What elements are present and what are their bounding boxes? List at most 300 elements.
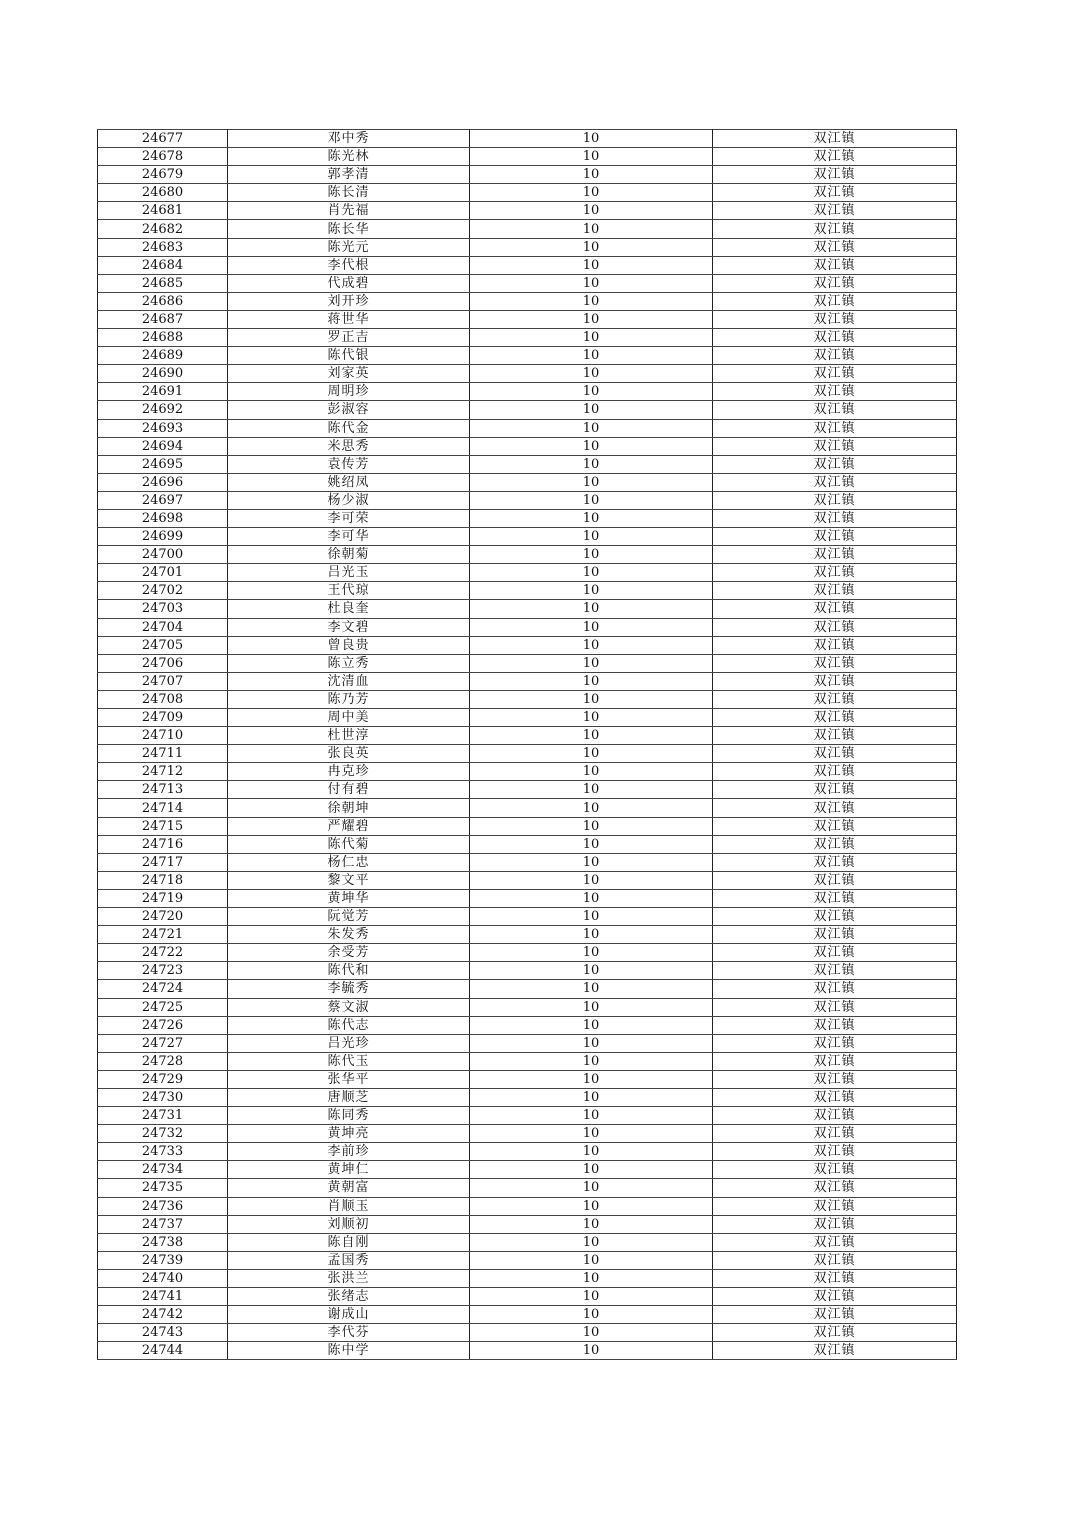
cell-id: 24728 <box>98 1052 228 1070</box>
table-row <box>98 1215 957 1233</box>
cell-id: 24693 <box>98 419 228 437</box>
cell-name: 陈长华 <box>228 220 470 238</box>
cell-amount: 10 <box>470 401 713 419</box>
cell-town: 双江镇 <box>713 528 957 546</box>
cell-town: 双江镇 <box>713 1324 957 1342</box>
cell-name: 刘家英 <box>228 365 470 383</box>
cell-town: 双江镇 <box>713 455 957 473</box>
cell-name: 杜良奎 <box>228 600 470 618</box>
cell-town: 双江镇 <box>713 763 957 781</box>
cell-name: 米思秀 <box>228 437 470 455</box>
cell-id: 24709 <box>98 709 228 727</box>
table-row <box>98 1016 957 1034</box>
table-row <box>98 817 957 835</box>
cell-name: 陈自刚 <box>228 1233 470 1251</box>
table-row <box>98 781 957 799</box>
cell-name: 邓中秀 <box>228 130 470 148</box>
table-row <box>98 853 957 871</box>
table-row <box>98 600 957 618</box>
table-row <box>98 274 957 292</box>
cell-amount: 10 <box>470 202 713 220</box>
cell-id: 24720 <box>98 908 228 926</box>
cell-town: 双江镇 <box>713 184 957 202</box>
table-row <box>98 636 957 654</box>
cell-name: 徐朝菊 <box>228 546 470 564</box>
cell-id: 24715 <box>98 817 228 835</box>
cell-town: 双江镇 <box>713 1107 957 1125</box>
cell-name: 彭淑容 <box>228 401 470 419</box>
table-body <box>98 130 957 1360</box>
cell-town: 双江镇 <box>713 582 957 600</box>
cell-id: 24694 <box>98 437 228 455</box>
cell-id: 24733 <box>98 1143 228 1161</box>
cell-amount: 10 <box>470 1324 713 1342</box>
cell-id: 24724 <box>98 980 228 998</box>
table-row <box>98 1197 957 1215</box>
cell-name: 黄坤华 <box>228 889 470 907</box>
cell-id: 24690 <box>98 365 228 383</box>
cell-amount: 10 <box>470 817 713 835</box>
cell-name: 陈中学 <box>228 1342 470 1360</box>
cell-id: 24703 <box>98 600 228 618</box>
table-row <box>98 709 957 727</box>
cell-name: 陈长清 <box>228 184 470 202</box>
cell-id: 24740 <box>98 1269 228 1287</box>
cell-name: 蔡文淑 <box>228 998 470 1016</box>
cell-amount: 10 <box>470 564 713 582</box>
cell-amount: 10 <box>470 998 713 1016</box>
cell-name: 李文碧 <box>228 618 470 636</box>
cell-amount: 10 <box>470 745 713 763</box>
cell-town: 双江镇 <box>713 781 957 799</box>
cell-town: 双江镇 <box>713 148 957 166</box>
cell-name: 黎文平 <box>228 871 470 889</box>
cell-town: 双江镇 <box>713 636 957 654</box>
table-row <box>98 745 957 763</box>
cell-amount: 10 <box>470 1016 713 1034</box>
cell-name: 周明珍 <box>228 383 470 401</box>
cell-town: 双江镇 <box>713 256 957 274</box>
cell-town: 双江镇 <box>713 166 957 184</box>
cell-amount: 10 <box>470 166 713 184</box>
cell-id: 24725 <box>98 998 228 1016</box>
cell-id: 24689 <box>98 347 228 365</box>
cell-id: 24685 <box>98 274 228 292</box>
cell-town: 双江镇 <box>713 491 957 509</box>
cell-town: 双江镇 <box>713 1251 957 1269</box>
cell-town: 双江镇 <box>713 310 957 328</box>
cell-town: 双江镇 <box>713 1088 957 1106</box>
cell-name: 李代芬 <box>228 1324 470 1342</box>
cell-amount: 10 <box>470 781 713 799</box>
cell-name: 陈代玉 <box>228 1052 470 1070</box>
cell-name: 朱发秀 <box>228 926 470 944</box>
cell-amount: 10 <box>470 944 713 962</box>
cell-id: 24711 <box>98 745 228 763</box>
cell-town: 双江镇 <box>713 926 957 944</box>
cell-name: 李毓秀 <box>228 980 470 998</box>
cell-id: 24687 <box>98 310 228 328</box>
table-row <box>98 528 957 546</box>
cell-town: 双江镇 <box>713 600 957 618</box>
cell-amount: 10 <box>470 274 713 292</box>
cell-amount: 10 <box>470 727 713 745</box>
cell-id: 24699 <box>98 528 228 546</box>
table-row <box>98 1269 957 1287</box>
table-row <box>98 238 957 256</box>
cell-town: 双江镇 <box>713 383 957 401</box>
cell-name: 黄坤亮 <box>228 1125 470 1143</box>
cell-town: 双江镇 <box>713 1143 957 1161</box>
cell-name: 张华平 <box>228 1070 470 1088</box>
cell-town: 双江镇 <box>713 274 957 292</box>
cell-amount: 10 <box>470 365 713 383</box>
cell-id: 24717 <box>98 853 228 871</box>
cell-name: 肖顺玉 <box>228 1197 470 1215</box>
cell-name: 谢成山 <box>228 1306 470 1324</box>
cell-name: 李可荣 <box>228 509 470 527</box>
cell-name: 肖先福 <box>228 202 470 220</box>
table-row <box>98 1070 957 1088</box>
cell-town: 双江镇 <box>713 509 957 527</box>
cell-town: 双江镇 <box>713 202 957 220</box>
cell-id: 24700 <box>98 546 228 564</box>
cell-name: 杨仁忠 <box>228 853 470 871</box>
cell-id: 24686 <box>98 292 228 310</box>
table-row <box>98 1125 957 1143</box>
cell-amount: 10 <box>470 871 713 889</box>
cell-amount: 10 <box>470 1179 713 1197</box>
cell-amount: 10 <box>470 582 713 600</box>
cell-town: 双江镇 <box>713 1197 957 1215</box>
cell-town: 双江镇 <box>713 564 957 582</box>
table-row <box>98 1034 957 1052</box>
cell-amount: 10 <box>470 347 713 365</box>
cell-name: 郭孝清 <box>228 166 470 184</box>
table-row <box>98 1251 957 1269</box>
cell-id: 24727 <box>98 1034 228 1052</box>
table-row <box>98 310 957 328</box>
cell-name: 孟国秀 <box>228 1251 470 1269</box>
cell-town: 双江镇 <box>713 1034 957 1052</box>
cell-name: 蒋世华 <box>228 310 470 328</box>
cell-id: 24742 <box>98 1306 228 1324</box>
cell-town: 双江镇 <box>713 908 957 926</box>
cell-name: 张良英 <box>228 745 470 763</box>
cell-town: 双江镇 <box>713 419 957 437</box>
cell-name: 罗正吉 <box>228 329 470 347</box>
cell-name: 陈立秀 <box>228 654 470 672</box>
cell-town: 双江镇 <box>713 962 957 980</box>
cell-name: 陈代志 <box>228 1016 470 1034</box>
table-row <box>98 184 957 202</box>
cell-amount: 10 <box>470 1070 713 1088</box>
cell-town: 双江镇 <box>713 998 957 1016</box>
cell-id: 24721 <box>98 926 228 944</box>
cell-town: 双江镇 <box>713 1161 957 1179</box>
cell-name: 陈同秀 <box>228 1107 470 1125</box>
cell-amount: 10 <box>470 1161 713 1179</box>
cell-town: 双江镇 <box>713 401 957 419</box>
cell-town: 双江镇 <box>713 220 957 238</box>
table-row <box>98 256 957 274</box>
table-row <box>98 654 957 672</box>
cell-town: 双江镇 <box>713 1269 957 1287</box>
table-row <box>98 908 957 926</box>
table-row <box>98 1288 957 1306</box>
cell-id: 24736 <box>98 1197 228 1215</box>
cell-name: 李代根 <box>228 256 470 274</box>
cell-town: 双江镇 <box>713 1016 957 1034</box>
cell-name: 余受芳 <box>228 944 470 962</box>
cell-id: 24722 <box>98 944 228 962</box>
cell-id: 24731 <box>98 1107 228 1125</box>
cell-amount: 10 <box>470 1052 713 1070</box>
cell-amount: 10 <box>470 618 713 636</box>
cell-id: 24734 <box>98 1161 228 1179</box>
cell-amount: 10 <box>470 835 713 853</box>
cell-amount: 10 <box>470 419 713 437</box>
cell-name: 陈光林 <box>228 148 470 166</box>
table-row <box>98 383 957 401</box>
cell-name: 徐朝坤 <box>228 799 470 817</box>
cell-amount: 10 <box>470 437 713 455</box>
cell-town: 双江镇 <box>713 365 957 383</box>
cell-town: 双江镇 <box>713 473 957 491</box>
cell-amount: 10 <box>470 383 713 401</box>
table-row <box>98 491 957 509</box>
table-row <box>98 1306 957 1324</box>
cell-id: 24737 <box>98 1215 228 1233</box>
cell-amount: 10 <box>470 889 713 907</box>
cell-amount: 10 <box>470 654 713 672</box>
cell-town: 双江镇 <box>713 835 957 853</box>
cell-amount: 10 <box>470 636 713 654</box>
cell-town: 双江镇 <box>713 546 957 564</box>
table-row <box>98 347 957 365</box>
cell-town: 双江镇 <box>713 238 957 256</box>
cell-amount: 10 <box>470 980 713 998</box>
cell-amount: 10 <box>470 709 713 727</box>
cell-town: 双江镇 <box>713 1125 957 1143</box>
cell-id: 24679 <box>98 166 228 184</box>
cell-town: 双江镇 <box>713 618 957 636</box>
cell-name: 冉克珍 <box>228 763 470 781</box>
cell-amount: 10 <box>470 455 713 473</box>
cell-amount: 10 <box>470 1288 713 1306</box>
cell-id: 24705 <box>98 636 228 654</box>
cell-id: 24677 <box>98 130 228 148</box>
cell-town: 双江镇 <box>713 1342 957 1360</box>
cell-name: 黄朝富 <box>228 1179 470 1197</box>
cell-id: 24732 <box>98 1125 228 1143</box>
cell-town: 双江镇 <box>713 709 957 727</box>
cell-amount: 10 <box>470 256 713 274</box>
table-row <box>98 130 957 148</box>
cell-name: 杜世淳 <box>228 727 470 745</box>
cell-town: 双江镇 <box>713 727 957 745</box>
cell-id: 24723 <box>98 962 228 980</box>
cell-town: 双江镇 <box>713 817 957 835</box>
cell-town: 双江镇 <box>713 745 957 763</box>
cell-town: 双江镇 <box>713 980 957 998</box>
cell-town: 双江镇 <box>713 871 957 889</box>
table-row <box>98 889 957 907</box>
table-row <box>98 799 957 817</box>
cell-name: 陈代银 <box>228 347 470 365</box>
cell-id: 24683 <box>98 238 228 256</box>
table-row <box>98 564 957 582</box>
cell-id: 24701 <box>98 564 228 582</box>
cell-name: 姚绍凤 <box>228 473 470 491</box>
cell-name: 刘开珍 <box>228 292 470 310</box>
cell-id: 24716 <box>98 835 228 853</box>
cell-id: 24708 <box>98 690 228 708</box>
cell-amount: 10 <box>470 690 713 708</box>
table-row <box>98 763 957 781</box>
cell-amount: 10 <box>470 509 713 527</box>
table-row <box>98 980 957 998</box>
table-row <box>98 1179 957 1197</box>
cell-id: 24696 <box>98 473 228 491</box>
cell-town: 双江镇 <box>713 1306 957 1324</box>
table-row <box>98 944 957 962</box>
cell-name: 李可华 <box>228 528 470 546</box>
table-row <box>98 1161 957 1179</box>
cell-amount: 10 <box>470 926 713 944</box>
table-row <box>98 401 957 419</box>
cell-id: 24718 <box>98 871 228 889</box>
cell-name: 付有碧 <box>228 781 470 799</box>
cell-amount: 10 <box>470 853 713 871</box>
cell-town: 双江镇 <box>713 690 957 708</box>
cell-name: 陈代菊 <box>228 835 470 853</box>
cell-amount: 10 <box>470 763 713 781</box>
cell-town: 双江镇 <box>713 1215 957 1233</box>
cell-id: 24730 <box>98 1088 228 1106</box>
cell-amount: 10 <box>470 130 713 148</box>
cell-amount: 10 <box>470 546 713 564</box>
table-row <box>98 1233 957 1251</box>
cell-amount: 10 <box>470 1251 713 1269</box>
table-row <box>98 455 957 473</box>
cell-town: 双江镇 <box>713 799 957 817</box>
table-row <box>98 926 957 944</box>
cell-amount: 10 <box>470 1342 713 1360</box>
cell-town: 双江镇 <box>713 672 957 690</box>
table-row <box>98 1143 957 1161</box>
table-row <box>98 690 957 708</box>
cell-name: 陈光元 <box>228 238 470 256</box>
cell-amount: 10 <box>470 220 713 238</box>
cell-town: 双江镇 <box>713 329 957 347</box>
cell-amount: 10 <box>470 672 713 690</box>
cell-id: 24691 <box>98 383 228 401</box>
cell-amount: 10 <box>470 491 713 509</box>
cell-name: 吕光珍 <box>228 1034 470 1052</box>
table-row <box>98 672 957 690</box>
table-row <box>98 727 957 745</box>
cell-amount: 10 <box>470 329 713 347</box>
cell-name: 黄坤仁 <box>228 1161 470 1179</box>
cell-name: 张洪兰 <box>228 1269 470 1287</box>
cell-id: 24739 <box>98 1251 228 1269</box>
cell-town: 双江镇 <box>713 130 957 148</box>
cell-town: 双江镇 <box>713 944 957 962</box>
cell-amount: 10 <box>470 310 713 328</box>
cell-town: 双江镇 <box>713 292 957 310</box>
cell-id: 24681 <box>98 202 228 220</box>
cell-town: 双江镇 <box>713 1070 957 1088</box>
cell-id: 24713 <box>98 781 228 799</box>
cell-id: 24702 <box>98 582 228 600</box>
cell-amount: 10 <box>470 908 713 926</box>
cell-id: 24735 <box>98 1179 228 1197</box>
cell-id: 24710 <box>98 727 228 745</box>
cell-id: 24682 <box>98 220 228 238</box>
cell-town: 双江镇 <box>713 1052 957 1070</box>
data-table <box>97 129 957 1360</box>
cell-amount: 10 <box>470 292 713 310</box>
cell-name: 吕光玉 <box>228 564 470 582</box>
cell-name: 严耀碧 <box>228 817 470 835</box>
table-row <box>98 292 957 310</box>
cell-id: 24729 <box>98 1070 228 1088</box>
cell-amount: 10 <box>470 238 713 256</box>
cell-name: 刘顺初 <box>228 1215 470 1233</box>
cell-id: 24741 <box>98 1288 228 1306</box>
table-row <box>98 1342 957 1360</box>
cell-town: 双江镇 <box>713 1179 957 1197</box>
table-row <box>98 1324 957 1342</box>
table-row <box>98 1107 957 1125</box>
cell-amount: 10 <box>470 1125 713 1143</box>
table-row <box>98 509 957 527</box>
cell-amount: 10 <box>470 1143 713 1161</box>
cell-name: 陈代金 <box>228 419 470 437</box>
cell-id: 24706 <box>98 654 228 672</box>
cell-name: 李前珍 <box>228 1143 470 1161</box>
cell-id: 24744 <box>98 1342 228 1360</box>
cell-name: 唐顺芝 <box>228 1088 470 1106</box>
cell-id: 24719 <box>98 889 228 907</box>
cell-town: 双江镇 <box>713 889 957 907</box>
cell-name: 陈乃芳 <box>228 690 470 708</box>
cell-id: 24684 <box>98 256 228 274</box>
table-row <box>98 998 957 1016</box>
cell-amount: 10 <box>470 1107 713 1125</box>
table-row <box>98 166 957 184</box>
table-row <box>98 419 957 437</box>
cell-name: 王代琼 <box>228 582 470 600</box>
table-row <box>98 871 957 889</box>
cell-id: 24680 <box>98 184 228 202</box>
cell-town: 双江镇 <box>713 654 957 672</box>
cell-amount: 10 <box>470 1034 713 1052</box>
table-row <box>98 618 957 636</box>
cell-amount: 10 <box>470 1269 713 1287</box>
cell-amount: 10 <box>470 1233 713 1251</box>
cell-amount: 10 <box>470 148 713 166</box>
table-row <box>98 148 957 166</box>
table-row <box>98 220 957 238</box>
cell-name: 杨少淑 <box>228 491 470 509</box>
cell-amount: 10 <box>470 184 713 202</box>
cell-town: 双江镇 <box>713 437 957 455</box>
cell-id: 24738 <box>98 1233 228 1251</box>
cell-name: 袁传芳 <box>228 455 470 473</box>
cell-town: 双江镇 <box>713 853 957 871</box>
